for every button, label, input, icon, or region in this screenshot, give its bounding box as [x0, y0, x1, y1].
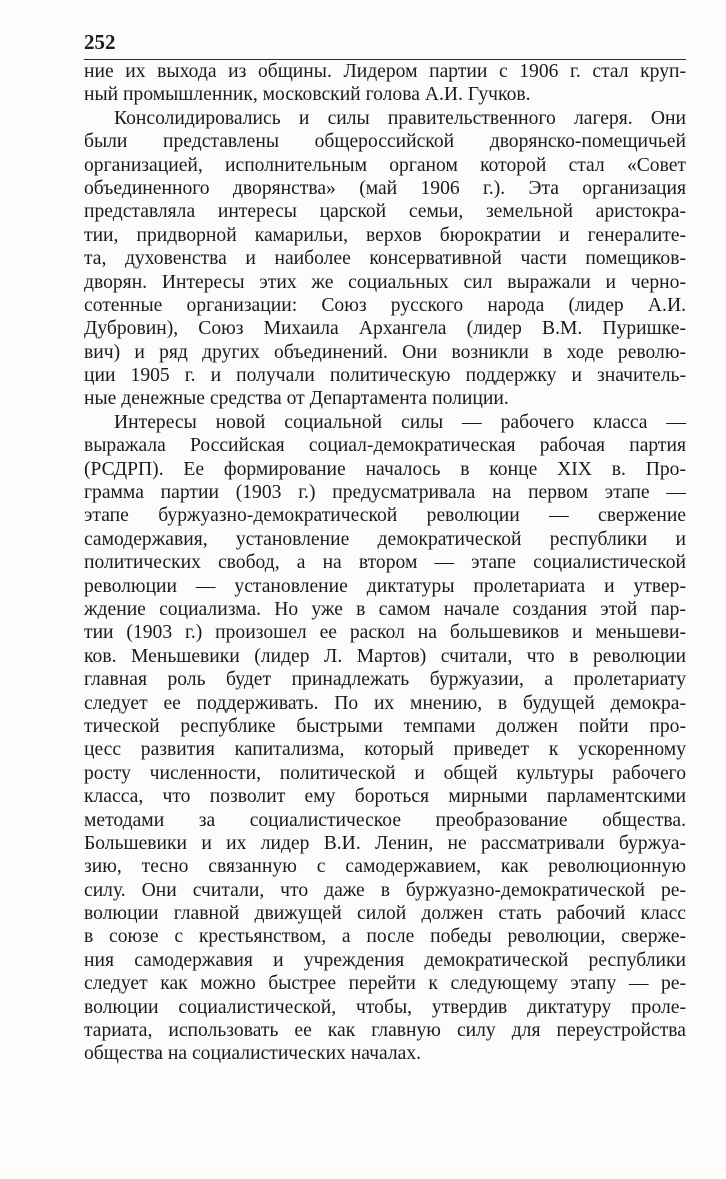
text-line: методами за социалистическое преобразование общества. [84, 809, 686, 831]
body-text [84, 60, 686, 1066]
text-line: Интересы новой социальной силы — рабочего класса — [114, 411, 686, 433]
text-line: зию, тесно связанную с самодержавием, как революционную [84, 856, 686, 878]
text-line: этапе буржуазно-демократической революции — свержение [84, 505, 686, 527]
text-line: революции — установление диктатуры пролетариата и утвер- [84, 575, 686, 597]
text-line: ния самодержавия и учреждения демократической республики [84, 949, 686, 971]
text-line: главная роль будет принадлежать буржуазии, а пролетариату [84, 669, 686, 691]
text-line: силу. Они считали, что даже в буржуазно-демократической ре- [84, 879, 686, 901]
text-line: дворян. Интересы этих же социальных сил выражали и черно- [84, 271, 686, 293]
text-line: политических свобод, а на втором — этапе социалистической [84, 552, 686, 574]
text-line: волюции главной движущей силой должен стать рабочий класс [84, 903, 686, 925]
text-line: Консолидировались и силы правительственного лагеря. Они [114, 107, 686, 129]
text-line: ции 1905 г. и получали политическую поддержку и значитель- [84, 365, 686, 387]
text-line: тии (1903 г.) произошел ее раскол на большевиков и меньшеви- [84, 622, 686, 644]
text-line: следует ее поддерживать. По их мнению, в будущей демокра- [84, 692, 686, 714]
text-line: ный промышленник, московский голова А.И. Гучков. [84, 84, 531, 106]
text-line: росту численности, политической и общей культуры рабочего [84, 762, 686, 784]
text-line: сотенные организации: Союз русского народа (лидер А.И. [84, 294, 686, 316]
text-line: грамма партии (1903 г.) предусматривала на первом этапе — [84, 482, 686, 504]
text-line: общества на социалистических началах. [84, 1043, 422, 1065]
text-line: класса, что позволит ему бороться мирными парламентскими [84, 786, 686, 808]
text-line: цесс развития капитализма, который приведет к ускоренному [84, 739, 686, 761]
page-number: 252 [84, 30, 116, 54]
text-line: Большевики и их лидер В.И. Ленин, не рассматривали буржуа- [84, 832, 686, 854]
text-line: ные денежные средства от Департамента полиции. [84, 388, 509, 410]
text-line: следует как можно быстрее перейти к следующему этапу — ре- [84, 973, 686, 995]
text-line: представляла интересы царской семьи, земельной аристокра- [84, 201, 686, 223]
text-line: ждение социализма. Но уже в самом начале создания этой пар- [84, 598, 686, 620]
text-line: ков. Меньшевики (лидер Л. Мартов) считали, что в революции [84, 645, 686, 667]
text-line: самодержавия, установление демократической республики и [84, 528, 686, 550]
text-line: были представлены общероссийской дворянско-помещичьей [84, 131, 686, 153]
text-line: та, духовенства и наиболее консервативной части помещиков- [84, 248, 686, 270]
text-line: тии, придворной камарильи, верхов бюрократии и генералите- [84, 224, 686, 246]
text-line: вич) и ряд других объединений. Они возникли в ходе револю- [84, 341, 686, 363]
text-line: тической республике быстрыми темпами должен пойти про- [84, 715, 686, 737]
text-line: объединенного дворянства» (май 1906 г.). Эта организация [84, 177, 686, 199]
text-line: в союзе с крестьянством, а после победы революции, сверже- [84, 926, 686, 948]
text-line: ние их выхода из общины. Лидером партии с 1906 г. стал круп- [84, 61, 686, 82]
text-line: выражала Российская социал-демократическая рабочая партия [84, 435, 686, 457]
text-line: Дубровин), Союз Михаила Архангела (лидер В.М. Пуришке- [84, 318, 686, 340]
text-line: организацией, исполнительным органом которой стал «Совет [84, 154, 686, 176]
text-line: (РСДРП). Ее формирование началось в конце XIX в. Про- [84, 458, 686, 480]
text-line: тариата, использовать ее как главную силу для переустройства [84, 1020, 686, 1042]
text-line: волюции социалистической, чтобы, утвердив диктатуру проле- [84, 996, 686, 1018]
